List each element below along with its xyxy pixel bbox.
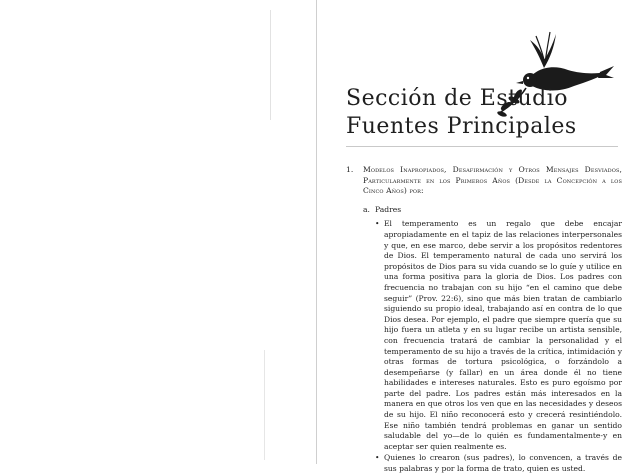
bullet-icon: •: [375, 219, 380, 229]
outline-item-1: [346, 165, 622, 197]
bullet-item: [375, 453, 622, 474]
page-spine: [316, 0, 317, 464]
bullet-text: Quienes lo crearon (sus padres), lo convencen, a través de sus palabras y por la forma de trato, quien es usted.: [384, 453, 622, 474]
outline-subitem-a: [346, 205, 622, 475]
bullet-text: El temperamento es un regalo que debe encajar apropiadamente en el tapiz de las relaciones interpersonales y que, en ese marco, debe servir a los propósitos redentores de Dios. El temperamento natural de cada uno servirá los propósitos de Dios para su vida cuando se lo guíe y utilice en una forma positiva para la gloria de Dios. Los padres con frecuencia no trabajan con su hijo “en el camino que debe seguir” (Prov. 22:6), sino que más bien tratan de cambiarlo siguiendo su propio ideal, trabajando así en contra de lo que Dios desea. Por ejemplo, el padre que siempre quería que su hijo fuera un atleta y en su lugar recibe un artista sensible, con frecuencia tratará de cambiar la personalidad y el temperamento de su hijo a través de la crítica, intimidación y otras formas de tortura psicológica, o forzándolo a desempeñarse (y fallar) en un área donde él no tiene habilidades e intereses naturales. Esto es puro egoísmo por parte del padre. Los padres están más interesados en la manera en que otros los ven que en las necesidades y deseos de su hijo. El niño reconocerá esto y crecerá resintiéndolo. Ese niño también tendrá problemas en ganar un sentido saludable del yo—de lo quién es fundamentalmente-y en aceptar ser quien realmente es.: [384, 219, 622, 451]
subitem-letter: a.: [363, 204, 370, 214]
bullet-list: [363, 219, 622, 474]
subitem-label: Padres: [375, 204, 402, 214]
bullet-item: [375, 219, 622, 452]
subitem-heading: [363, 205, 622, 216]
outline-item-heading: Modelos Inapropiados, Desafirmación y Otros Mensajes Desviados, Particularmente en los Primeros Años (Desde la Concepción a los Cinco Años) por:: [363, 165, 622, 196]
title-divider: [346, 146, 618, 147]
left-page-edge-lower: [264, 350, 265, 460]
section-title-line-2: Fuentes Principales: [346, 114, 577, 139]
study-section-body: [346, 165, 622, 476]
bullet-icon: •: [375, 453, 380, 463]
section-title-line-1: Sección de Estudio: [346, 86, 568, 111]
outline-item-number: 1.: [346, 165, 354, 174]
left-page-edge: [270, 10, 271, 120]
